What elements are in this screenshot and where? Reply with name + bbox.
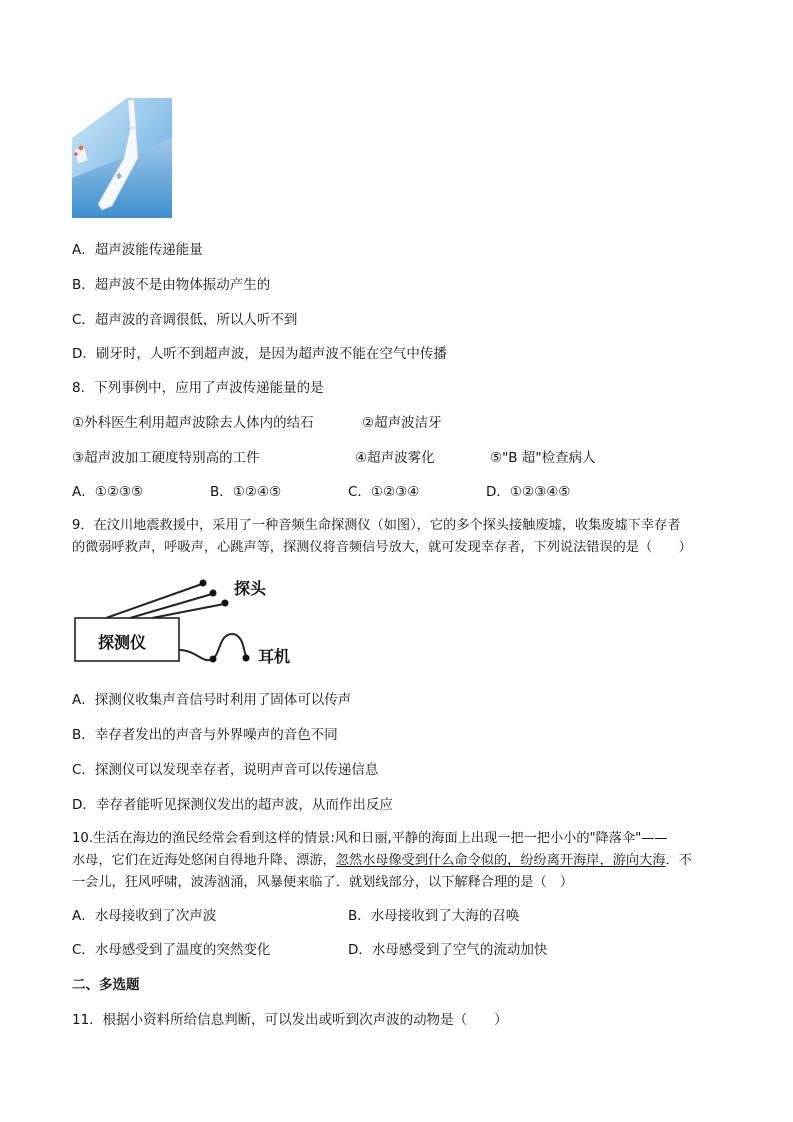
earphone-label: 耳机 [258, 647, 291, 666]
q8-item-5: ⑤"B 超"检查病人 [490, 450, 596, 466]
q7-option-b: B．超声波不是由物体振动产生的 [72, 277, 271, 293]
q10-option-d: D．水母感受到了空气的流动加快 [348, 942, 548, 958]
q9-option-b: B．幸存者发出的声音与外界噪声的音色不同 [72, 727, 338, 743]
q9-stem-line-1: 9．在汶川地震救援中，采用了一种音频生命探测仪（如图），它的多个探头接触废墟，收集废墟下幸存者 [72, 518, 681, 533]
q9-option-d: D．幸存者能听见探测仪发出的超声波，从而作出反应 [72, 797, 393, 813]
q10-stem-line-2-part-a: 水母，它们在近海处悠闲自得地升降、漂游， [72, 853, 336, 868]
electric-toothbrush-image [72, 98, 172, 218]
q8-item-4: ④超声波雾化 [355, 450, 435, 466]
section-title: 二、多选题 [72, 977, 140, 993]
q10-stem-line-3: 一会儿，狂风呼啸，波涛汹涌，风暴便来临了．就划线部分，以下解释合理的是（ ） [72, 875, 574, 890]
q7-option-d: D．刷牙时，人听不到超声波，是因为超声波不能在空气中传播 [72, 346, 447, 362]
q8-choice-a: A．①②③⑤ [72, 484, 144, 500]
q10-stem-line-1: 10.生活在海边的渔民经常会看到这样的情景:风和日丽,平静的海面上出现一把一把小小的"降落伞"—— [72, 831, 668, 846]
q10-underlined-text: 忽然水母像受到什么命令似的，纷纷离开海岸，游向大海 [335, 853, 666, 868]
device-label: 探测仪 [98, 633, 147, 652]
q10-option-c: C．水母感受到了温度的突然变化 [72, 942, 271, 958]
q9-stem-line-2: 的微弱呼救声，呼吸声，心跳声等，探测仪将音频信号放大，就可发现幸存者，下列说法错误的是（ ） [72, 540, 692, 555]
q7-option-c: C．超声波的音调很低，所以人听不到 [72, 312, 298, 328]
q10-option-a: A．水母接收到了次声波 [72, 908, 217, 924]
q11-stem: 11．根据小资料所给信息判断，可以发出或听到次声波的动物是（ ） [72, 1012, 508, 1028]
q7-option-a: A．超声波能传递能量 [72, 242, 203, 258]
q8-item-3: ③超声波加工硬度特别高的工件 [72, 450, 260, 466]
q8-item-1: ①外科医生利用超声波除去人体内的结石 [72, 415, 314, 431]
q8-choice-c: C．①②③④ [348, 484, 420, 500]
probe-label: 探头 [234, 579, 267, 598]
q8-choice-d: D．①②③④⑤ [486, 484, 571, 500]
q8-item-2: ②超声波洁牙 [362, 415, 442, 431]
q10-stem-line-2-part-b: ．不 [665, 853, 692, 868]
life-detector-diagram [72, 574, 302, 670]
q8-stem: 8．下列事例中，应用了声波传递能量的是 [72, 380, 324, 396]
q8-choice-b: B．①②④⑤ [210, 484, 282, 500]
q9-option-a: A．探测仪收集声音信号时利用了固体可以传声 [72, 692, 352, 708]
q9-option-c: C．探测仪可以发现幸存者，说明声音可以传递信息 [72, 762, 379, 778]
q10-option-b: B．水母接收到了大海的召唤 [348, 908, 520, 924]
q10-stem-line-2 [72, 849, 692, 868]
